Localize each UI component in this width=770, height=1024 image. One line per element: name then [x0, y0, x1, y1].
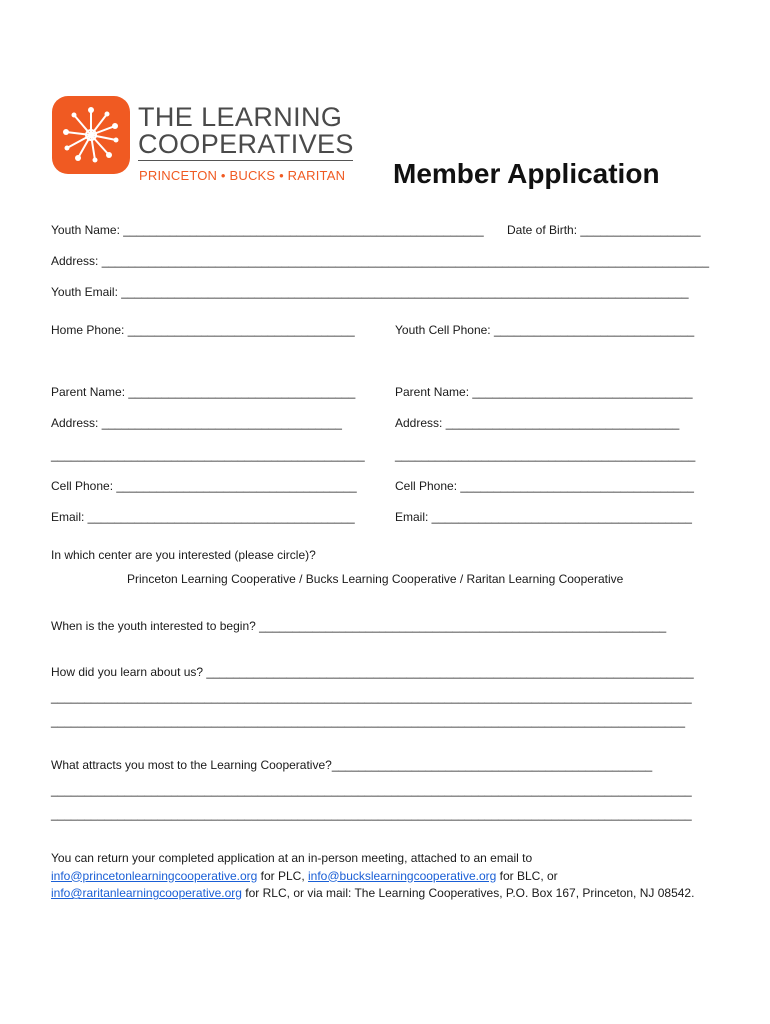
footer-plc-text: for PLC, — [257, 868, 308, 883]
parent1-address-field[interactable]: Address: ____________________________________ — [51, 416, 342, 430]
home-phone-field[interactable]: Home Phone: __________________________________ — [51, 323, 355, 337]
dob-field[interactable]: Date of Birth: __________________ — [507, 223, 701, 237]
youth-address-field[interactable]: Address: ___________________________________________________________________________________________ — [51, 254, 710, 268]
starburst-icon — [52, 96, 130, 174]
blc-email-link[interactable]: info@buckslearningcooperative.org — [308, 868, 497, 883]
parent1-name-field[interactable]: Parent Name: __________________________________ — [51, 385, 356, 399]
parent2-name-field[interactable]: Parent Name: _________________________________ — [395, 385, 693, 399]
learn-line-2[interactable]: ________________________________________________________________________________________________ — [51, 690, 692, 704]
logo-divider — [138, 160, 353, 161]
logo-line1: THE LEARNING — [138, 102, 343, 132]
youth-email-field[interactable]: Youth Email: _____________________________________________________________________________________ — [51, 285, 689, 299]
learn-question-field[interactable]: How did you learn about us? _________________________________________________________________________ — [51, 665, 694, 679]
parent1-email-field[interactable]: Email: ________________________________________ — [51, 510, 355, 524]
youth-cell-field[interactable]: Youth Cell Phone: ______________________________ — [395, 323, 695, 337]
attract-line-2[interactable]: ________________________________________________________________________________________________ — [51, 783, 692, 797]
parent2-address2-field[interactable]: _____________________________________________ — [395, 448, 696, 462]
logo-mark — [52, 96, 130, 174]
footer-blc-text: for BLC, or — [496, 868, 558, 883]
logo-wordmark — [138, 104, 354, 158]
logo-subtitle: PRINCETON • BUCKS • RARITAN — [139, 168, 346, 183]
logo-line2: COOPERATIVES — [138, 129, 354, 159]
footer-text: You can return your completed application at an in-person meeting, attached to an email to — [51, 851, 533, 865]
page-title: Member Application — [393, 158, 660, 189]
parent2-address-field[interactable]: Address: ___________________________________ — [395, 416, 680, 430]
center-question: In which center are you interested (please circle)? — [51, 548, 316, 562]
attract-line-3[interactable]: ________________________________________________________________________________________________ — [51, 807, 692, 821]
learn-line-3[interactable]: _______________________________________________________________________________________________ — [51, 714, 686, 728]
parent2-email-field[interactable]: Email: _______________________________________ — [395, 510, 692, 524]
footer-rlc-text: for RLC, or via mail: The Learning Cooperatives, P.O. Box 167, Princeton, NJ 08542. — [241, 886, 695, 900]
youth-name-field[interactable]: Youth Name: ______________________________________________________ — [51, 223, 484, 237]
center-options[interactable]: Princeton Learning Cooperative / Bucks Learning Cooperative / Raritan Learning Cooperative — [127, 572, 624, 586]
parent2-cell-field[interactable]: Cell Phone: ___________________________________ — [395, 479, 694, 493]
rlc-email-link[interactable]: info@raritanlearningcooperative.org — [51, 886, 242, 900]
plc-email-link[interactable]: info@princetonlearningcooperative.org — [51, 868, 258, 883]
parent1-address2-field[interactable]: _______________________________________________ — [51, 448, 365, 462]
parent1-cell-field[interactable]: Cell Phone: ____________________________________ — [51, 479, 357, 493]
return-instructions — [51, 850, 701, 903]
attract-question-field[interactable]: What attracts you most to the Learning Cooperative?________________________________________________ — [51, 758, 653, 772]
begin-question-field[interactable]: When is the youth interested to begin? _____________________________________________________________ — [51, 619, 667, 633]
